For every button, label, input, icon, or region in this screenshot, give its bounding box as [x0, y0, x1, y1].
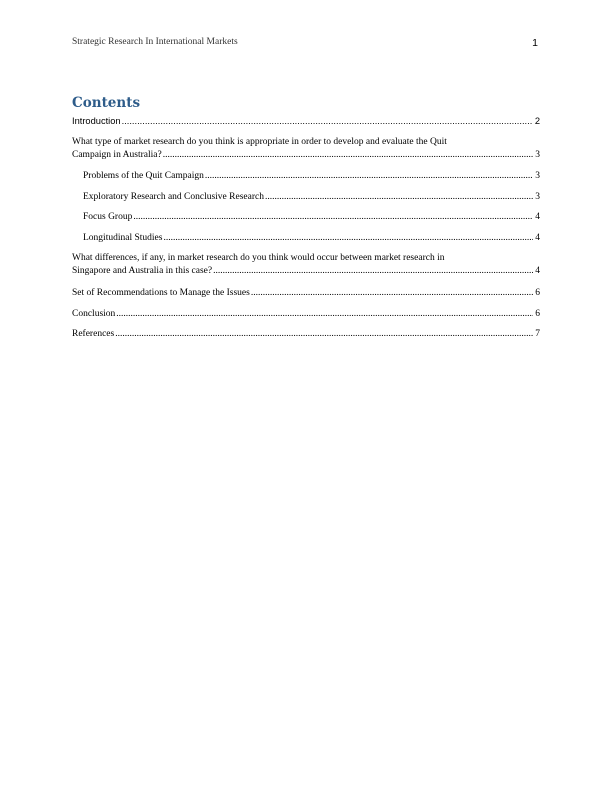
- toc-entry-longitudinal-studies[interactable]: [83, 232, 540, 245]
- dot-leader: [251, 287, 533, 300]
- toc-heading: Contents: [72, 95, 141, 111]
- toc-entry-label-line1: What type of market research do you think is appropriate in order to develop and evaluate the Quit: [72, 137, 447, 147]
- dot-leader: [163, 232, 533, 245]
- toc-entry-label: Exploratory Research and Conclusive Research: [83, 192, 264, 202]
- toc-entry-page: 4: [535, 233, 540, 243]
- toc-entry-page: 6: [535, 309, 540, 319]
- toc-entry-page: 3: [535, 192, 540, 202]
- toc-entry-page: 6: [535, 288, 540, 298]
- toc-entry-label: Longitudinal Studies: [83, 233, 163, 243]
- toc-entry-label-line2: Campaign in Australia?: [72, 150, 162, 160]
- toc-entry-label-line1: What differences, if any, in market research do you think would occur between market research in: [72, 253, 445, 263]
- dot-leader: [122, 115, 533, 128]
- toc-entry-label: Conclusion: [72, 309, 116, 319]
- toc-entry-page: 4: [535, 266, 540, 276]
- toc-entry-exploratory-conclusive[interactable]: [83, 191, 540, 204]
- dot-leader: [213, 265, 533, 278]
- toc-entry-page: 7: [535, 329, 540, 339]
- toc-entry-page: 4: [535, 212, 540, 222]
- toc-entry-page: 3: [535, 150, 540, 160]
- dot-leader: [265, 191, 533, 204]
- dot-leader: [133, 211, 533, 224]
- toc-entry-label: Set of Recommendations to Manage the Issues: [72, 288, 250, 298]
- toc-entry-problems-quit-campaign[interactable]: [83, 170, 540, 183]
- toc-entry-market-research-differences[interactable]: [72, 252, 540, 278]
- toc-entry-conclusion[interactable]: [72, 308, 540, 321]
- toc-entry-market-research-type[interactable]: [72, 136, 540, 162]
- toc-entry-label-line2: Singapore and Australia in this case?: [72, 266, 213, 276]
- toc-entry-introduction[interactable]: [72, 115, 540, 128]
- page-header: [72, 37, 540, 51]
- page-number: 1: [532, 37, 538, 49]
- toc-entry-references[interactable]: [72, 328, 540, 341]
- dot-leader: [163, 149, 534, 162]
- dot-leader: [115, 328, 533, 341]
- dot-leader: [116, 308, 533, 321]
- toc-entry-focus-group[interactable]: [83, 211, 540, 224]
- running-title: Strategic Research In International Markets: [72, 37, 238, 47]
- toc-entry-label: Introduction: [72, 116, 121, 126]
- toc-entry-page: 3: [535, 171, 540, 181]
- dot-leader: [205, 170, 533, 183]
- toc-entry-label: References: [72, 329, 115, 339]
- toc-entry-recommendations[interactable]: [72, 287, 540, 300]
- toc-entry-label: Problems of the Quit Campaign: [83, 171, 204, 181]
- toc-entry-page: 2: [534, 116, 540, 126]
- toc-entry-label: Focus Group: [83, 212, 133, 222]
